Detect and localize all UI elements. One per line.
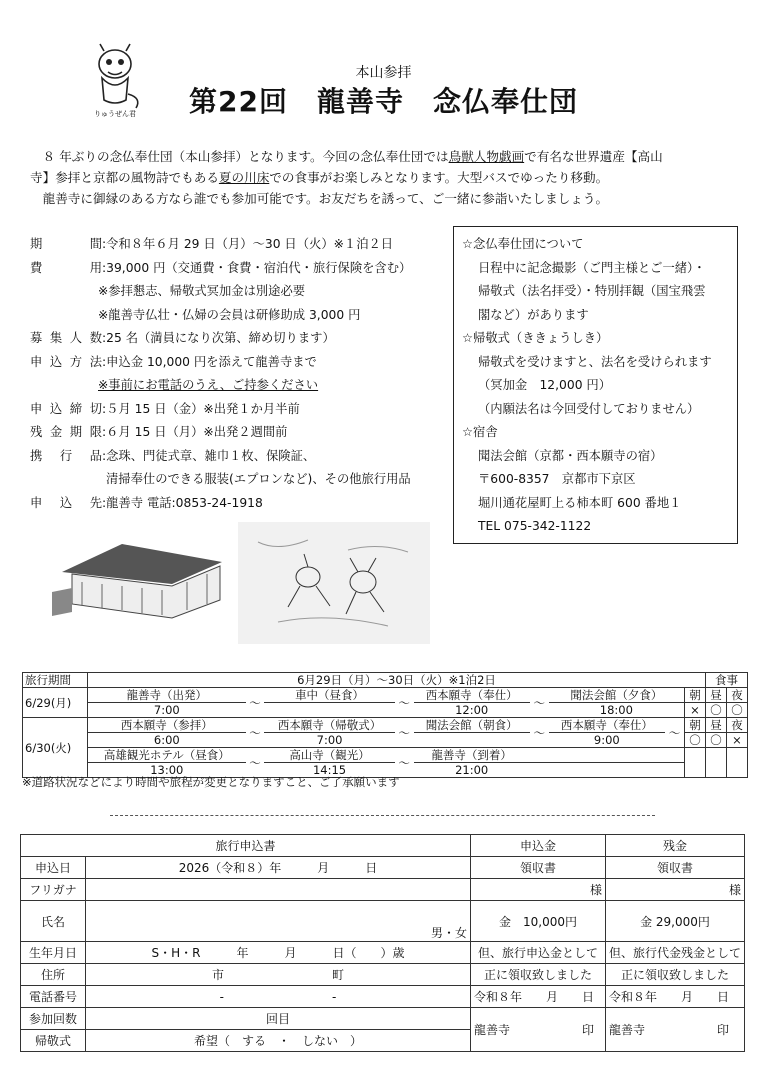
- cut-line: [110, 815, 655, 816]
- intro-text: ８ 年ぶりの念仏奉仕団（本山参拝）となります。今回の念仏奉仕団では鳥獣人物戯画で有名な世界遺産【高山 寺】参拝と京都の風物詩でもある夏の川床での食事がお楽しみとなります。大型バスでゆったり移動。 龍善寺に御縁のある方なら誰でも参加可能です。お友だちを誘って、ご一緒に参詣いたしましょう。: [30, 149, 663, 206]
- phone-field[interactable]: - -: [86, 986, 471, 1008]
- address-field[interactable]: 市 町: [86, 964, 471, 986]
- kikyo-field[interactable]: 希望（ する ・ しない ）: [86, 1030, 471, 1052]
- svg-text:りゅうぜん君: りゅうぜん君: [94, 110, 136, 118]
- furigana-field[interactable]: [86, 879, 471, 901]
- application-form: 旅行申込書 申込金 残金 申込日 2026（令和８）年 月 日 領収書 領収書 フリガナ 様 様 氏名 男・女 金 10,000円 金 29,000円 生年月日 S・H・R 年 月 日（ ）歳 但、旅行申込金として 但、旅行代金残金として 住所 市 町 正に領収致しました 正に領収致しました 電話番号 - - 令和８年 月 日 令和８年 月 日 参加回数 回目 龍善寺 印 龍善寺 印 帰敬式 希望（ する ・ しない ）: [20, 834, 745, 1052]
- info-box: ☆念仏奉仕団について 日程中に記念撮影（ご門主様とご一緒）・ 帰敬式（法名拝受）・特別拝観（国宝飛雲 閣など）があります ☆帰敬式（ききょうしき） 帰敬式を受けますと、法名を受けられます （冥加金 12,000 円） （内願法名は今回受付しておりません） ☆宿舎 聞法会館（京都・西本願寺の宿） 〒600-8357 京都市下京区 堀川通花屋町上る柿本町 600 番地１ TEL 075-342-1122: [453, 226, 738, 544]
- event-details: 期 間 :令和８年６月 29 日（月）～30 日（火）※１泊２日 費 用 :39,000 円（交通費・食費・宿泊代・旅行保険を含む） ※参拝懇志、帰敬式冥加金は別途必要 ※龍善寺仏壮・仏婦の会員は研修助成 3,000 円 募集人数 :25 名（満員になり次第、締め切ります） 申込方法 :申込金 10,000 円を添えて龍善寺まで ※事前にお電話のうえ、ご持参ください 申込締切 :５月 15 日（金）※出発１か月半前 残金期限 :６月 15 日（月）※出発２週間前 携 行 品 :念珠、門徒式章、雑巾１枚、保険証、 清掃奉仕のできる服装(エプロンなど)、その他旅行用品 申 込 先 :龍善寺 電話:0853-24-1918: [30, 237, 412, 510]
- schedule-note: ※道路状況などにより時間や旅程が変更となりますこと、ご了承願います: [22, 775, 400, 789]
- name-field[interactable]: 男・女: [86, 901, 471, 942]
- birthdate-field[interactable]: S・H・R 年 月 日（ ）歳: [86, 942, 471, 964]
- schedule-table: 旅行期間 6月29日（月）～30日（火）※1泊2日 食事 6/29(月) 龍善寺（出発） ～ 車中（昼食） ～ 西本願寺（奉仕） ～ 聞法会館（夕食） 朝 昼 夜 7:00 12:00 18:00 × 〇 〇 6/30(火) 西本願寺（参拝） ～ 西本願寺（帰敬式） ～ 聞法会館（朝食） ～ 西本願寺（奉仕） ～ 朝 昼 夜 6:00 7:00 9:00 〇 〇 × 高雄観光ホテル（昼食） ～ 高山寺（観光） ～ 龍善寺（到着） 13:00 14:15 21:00: [22, 672, 748, 778]
- date-field[interactable]: 2026（令和８）年 月 日: [86, 857, 471, 879]
- count-field[interactable]: 回目: [86, 1008, 471, 1030]
- chouju-giga-illustration: [238, 522, 430, 644]
- temple-illustration: [52, 522, 232, 622]
- page-title: 第22回 龍善寺 念仏奉仕団: [189, 85, 578, 118]
- subtitle: 本山参拝: [355, 65, 412, 81]
